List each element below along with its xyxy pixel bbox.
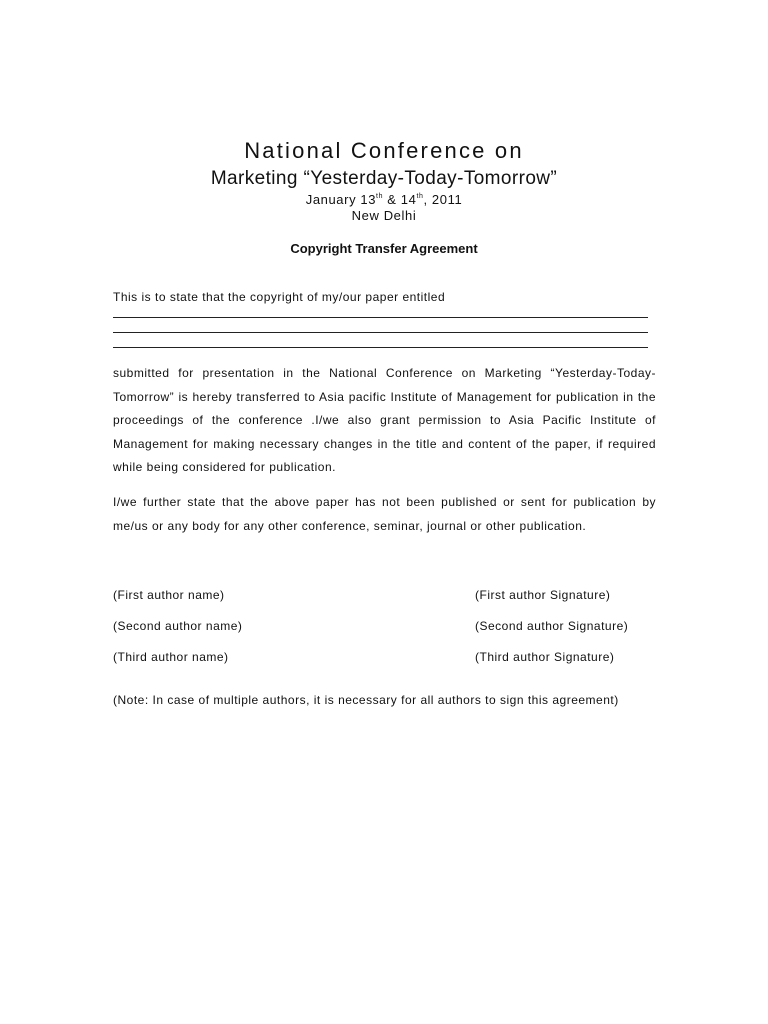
paper-title-blank-line xyxy=(113,317,648,318)
second-author-name-label: (Second author name) xyxy=(113,619,243,633)
third-author-signature-label: (Third author Signature) xyxy=(475,650,615,664)
date-middle: & 14 xyxy=(383,192,417,207)
date-suffix: , 2011 xyxy=(423,192,463,207)
transfer-paragraph: submitted for presentation in the National Conference on Marketing “Yesterday-Today-Tomorrow” is hereby transferred to Asia pacific Institute of Management for publication in the proceedings of the conference .I/we also grant permission to Asia Pacific Institute of Management for making necessary changes in the title and content of the paper, if required while being considered for publication. xyxy=(113,366,656,474)
conference-location: New Delhi xyxy=(351,208,417,223)
first-author-name-label: (First author name) xyxy=(113,588,225,602)
first-author-signature-label: (First author Signature) xyxy=(475,588,611,602)
second-author-signature-label: (Second author Signature) xyxy=(475,619,629,633)
paper-title-blank-line xyxy=(113,347,648,348)
conference-subtitle: Marketing “Yesterday-Today-Tomorrow” xyxy=(210,168,558,189)
paper-title-blank-line xyxy=(113,332,648,333)
declaration-paragraph: I/we further state that the above paper has not been published or sent for publication by me/us or any body for any other conference, seminar, journal or other publication. xyxy=(113,495,656,533)
date-ordinal-1: th xyxy=(376,193,384,200)
date-prefix: January 13 xyxy=(305,192,377,207)
conference-title: National Conference on xyxy=(244,138,524,163)
date-ordinal-2: th xyxy=(416,193,424,200)
third-author-name-label: (Third author name) xyxy=(113,650,229,664)
agreement-heading: Copyright Transfer Agreement xyxy=(290,241,478,256)
multiple-authors-note: (Note: In case of multiple authors, it is necessary for all authors to sign this agreement) xyxy=(113,693,619,707)
intro-statement: This is to state that the copyright of my/our paper entitled xyxy=(113,290,446,304)
